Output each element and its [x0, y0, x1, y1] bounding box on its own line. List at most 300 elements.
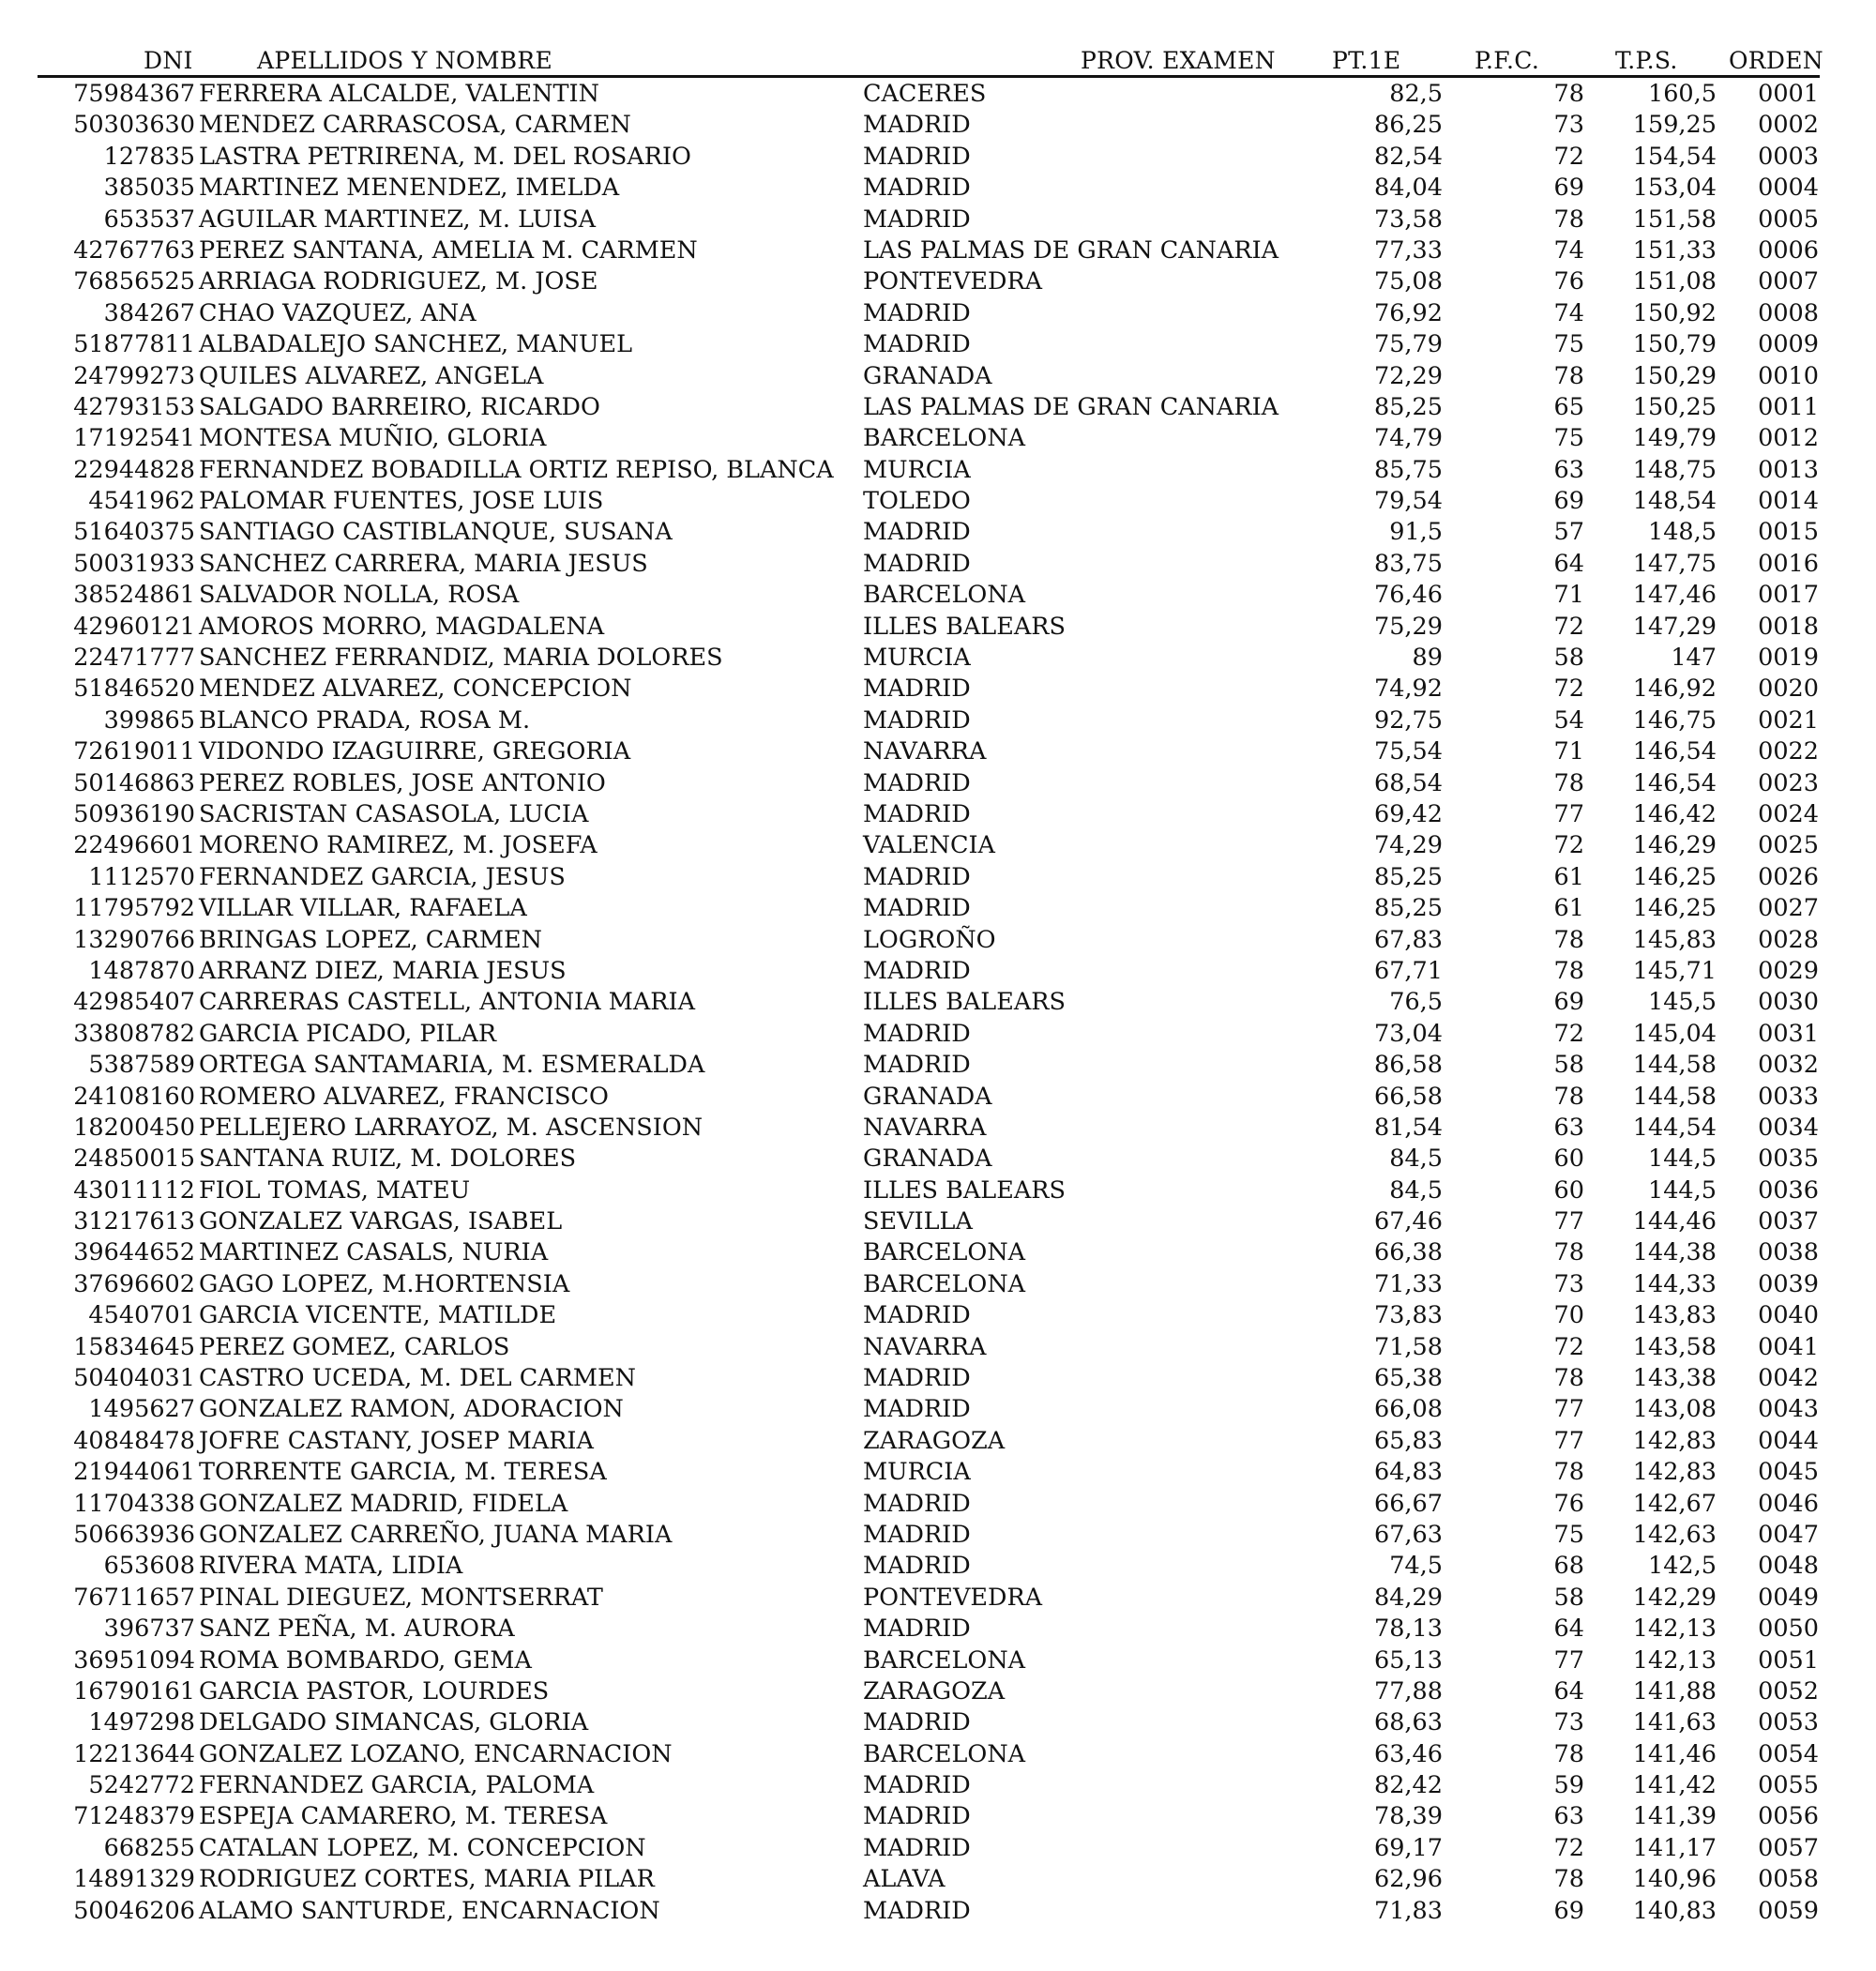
- cell-pfc: 74: [1553, 235, 1584, 265]
- cell-tps: 141,88: [1632, 1676, 1717, 1706]
- cell-orden: 0029: [1758, 956, 1819, 985]
- cell-pt1e: 91,5: [1389, 518, 1443, 547]
- cell-name: TORRENTE GARCIA, M. TERESA: [199, 1458, 607, 1487]
- cell-dni: 13290766: [73, 925, 195, 954]
- cell-orden: 0037: [1758, 1207, 1819, 1236]
- cell-pt1e: 86,25: [1373, 111, 1443, 140]
- cell-pfc: 77: [1553, 1426, 1584, 1455]
- cell-prov: MADRID: [863, 298, 971, 327]
- cell-name: FERNANDEZ BOBADILLA ORTIZ REPISO, BLANCA: [199, 455, 834, 484]
- cell-orden: 0045: [1758, 1458, 1819, 1487]
- cell-pfc: 61: [1553, 862, 1584, 891]
- table-row: [38, 1645, 1820, 1676]
- cell-pfc: 78: [1553, 1739, 1584, 1768]
- cell-dni: 1497298: [88, 1708, 195, 1737]
- cell-prov: GRANADA: [863, 1145, 992, 1174]
- cell-dni: 42767763: [73, 235, 195, 265]
- cell-prov: MURCIA: [863, 1458, 971, 1487]
- cell-pfc: 58: [1553, 644, 1584, 673]
- cell-orden: 0024: [1758, 799, 1819, 828]
- cell-prov: MADRID: [863, 330, 971, 359]
- table-row: [38, 1707, 1820, 1738]
- cell-pfc: 72: [1553, 1019, 1584, 1048]
- cell-prov: MADRID: [863, 956, 971, 985]
- cell-name: BRINGAS LOPEZ, CARMEN: [199, 925, 542, 954]
- cell-tps: 150,29: [1632, 361, 1717, 390]
- cell-pfc: 78: [1553, 768, 1584, 797]
- table-row: [38, 266, 1820, 297]
- cell-name: FIOL TOMAS, MATEU: [199, 1175, 471, 1205]
- header-tps: T.P.S.: [1615, 47, 1678, 74]
- cell-prov: MADRID: [863, 1708, 971, 1737]
- cell-name: ROMA BOMBARDO, GEMA: [199, 1645, 532, 1675]
- cell-pfc: 63: [1553, 1802, 1584, 1831]
- cell-pfc: 76: [1553, 1489, 1584, 1518]
- cell-pfc: 71: [1553, 581, 1584, 610]
- table-row: [38, 1489, 1820, 1520]
- table-row: [38, 1175, 1820, 1206]
- table-row: [38, 205, 1820, 235]
- cell-pfc: 78: [1553, 1865, 1584, 1894]
- header-orden: ORDEN: [1729, 47, 1823, 74]
- cell-dni: 11795792: [73, 894, 195, 923]
- cell-pt1e: 64,83: [1373, 1458, 1443, 1487]
- cell-name: RIVERA MATA, LIDIA: [199, 1552, 463, 1581]
- cell-name: SANTANA RUIZ, M. DOLORES: [199, 1145, 577, 1174]
- cell-orden: 0009: [1758, 330, 1819, 359]
- table-row: [38, 1332, 1820, 1363]
- cell-dni: 5242772: [88, 1771, 195, 1800]
- cell-dni: 24799273: [73, 361, 195, 390]
- cell-pt1e: 75,54: [1373, 737, 1443, 766]
- header-name: APELLIDOS Y NOMBRE: [257, 47, 553, 74]
- cell-pfc: 72: [1553, 675, 1584, 704]
- cell-orden: 0003: [1758, 142, 1819, 171]
- table-row: [38, 1833, 1820, 1864]
- cell-tps: 141,17: [1632, 1833, 1717, 1862]
- header-pfc: P.F.C.: [1475, 47, 1540, 74]
- table-row: [38, 1426, 1820, 1457]
- cell-orden: 0026: [1758, 862, 1819, 891]
- cell-pt1e: 74,5: [1389, 1552, 1443, 1581]
- cell-name: SANCHEZ FERRANDIZ, MARIA DOLORES: [199, 644, 723, 673]
- table-row: [38, 799, 1820, 830]
- cell-pt1e: 71,58: [1373, 1332, 1443, 1361]
- cell-orden: 0048: [1758, 1552, 1819, 1581]
- cell-dni: 396737: [103, 1615, 195, 1644]
- cell-name: VIDONDO IZAGUIRRE, GREGORIA: [199, 737, 631, 766]
- table-row: [38, 1113, 1820, 1144]
- table-row: [38, 1363, 1820, 1394]
- cell-prov: MADRID: [863, 768, 971, 797]
- cell-pfc: 72: [1553, 142, 1584, 171]
- table-row: [38, 1676, 1820, 1707]
- cell-name: PALOMAR FUENTES, JOSE LUIS: [199, 487, 604, 516]
- cell-name: ALBADALEJO SANCHEZ, MANUEL: [199, 330, 633, 359]
- cell-prov: MADRID: [863, 549, 971, 578]
- cell-prov: MADRID: [863, 174, 971, 203]
- cell-tps: 140,83: [1632, 1896, 1717, 1925]
- cell-prov: ILLES BALEARS: [863, 988, 1066, 1017]
- cell-prov: MADRID: [863, 799, 971, 828]
- cell-dni: 50404031: [73, 1364, 195, 1393]
- cell-pt1e: 77,88: [1373, 1676, 1443, 1706]
- cell-name: MENDEZ CARRASCOSA, CARMEN: [199, 111, 631, 140]
- cell-orden: 0046: [1758, 1489, 1819, 1518]
- cell-tps: 141,39: [1632, 1802, 1717, 1831]
- cell-tps: 160,5: [1647, 80, 1717, 108]
- cell-dni: 24108160: [73, 1082, 195, 1111]
- cell-pt1e: 76,92: [1373, 298, 1443, 327]
- cell-pfc: 70: [1553, 1301, 1584, 1330]
- table-row: [38, 580, 1820, 611]
- cell-name: MENDEZ ALVAREZ, CONCEPCION: [199, 675, 632, 704]
- cell-orden: 0054: [1758, 1739, 1819, 1768]
- cell-orden: 0017: [1758, 581, 1819, 610]
- table-row: [38, 1206, 1820, 1237]
- cell-prov: PONTEVEDRA: [863, 267, 1043, 296]
- cell-pt1e: 76,46: [1373, 581, 1443, 610]
- cell-name: FERNANDEZ GARCIA, JESUS: [199, 862, 566, 891]
- cell-dni: 40848478: [73, 1426, 195, 1455]
- cell-pfc: 65: [1553, 392, 1584, 421]
- cell-prov: PONTEVEDRA: [863, 1583, 1043, 1612]
- cell-pt1e: 73,83: [1373, 1301, 1443, 1330]
- cell-orden: 0036: [1758, 1175, 1819, 1205]
- cell-name: PEREZ SANTANA, AMELIA M. CARMEN: [199, 235, 698, 265]
- cell-tps: 141,46: [1632, 1739, 1717, 1768]
- cell-tps: 146,29: [1632, 831, 1717, 860]
- cell-orden: 0043: [1758, 1395, 1819, 1424]
- cell-tps: 144,54: [1632, 1113, 1717, 1142]
- cell-prov: GRANADA: [863, 361, 992, 390]
- cell-tps: 148,54: [1632, 487, 1717, 516]
- cell-orden: 0010: [1758, 361, 1819, 390]
- table-row: [38, 298, 1820, 329]
- table-row: [38, 392, 1820, 423]
- cell-tps: 141,63: [1632, 1708, 1717, 1737]
- cell-pfc: 75: [1553, 424, 1584, 453]
- table-row: [38, 643, 1820, 674]
- cell-prov: ILLES BALEARS: [863, 1175, 1066, 1205]
- cell-tps: 146,75: [1632, 705, 1717, 735]
- cell-pt1e: 68,54: [1373, 768, 1443, 797]
- cell-name: RODRIGUEZ CORTES, MARIA PILAR: [199, 1865, 655, 1894]
- cell-tps: 141,42: [1632, 1771, 1717, 1800]
- cell-dni: 71248379: [73, 1802, 195, 1831]
- cell-name: BLANCO PRADA, ROSA M.: [199, 705, 531, 735]
- cell-tps: 144,5: [1647, 1145, 1717, 1174]
- cell-prov: MADRID: [863, 1552, 971, 1581]
- cell-dni: 42985407: [73, 988, 195, 1017]
- cell-pt1e: 74,92: [1373, 675, 1443, 704]
- cell-pt1e: 73,58: [1373, 205, 1443, 234]
- cell-pfc: 78: [1553, 956, 1584, 985]
- cell-name: SANCHEZ CARRERA, MARIA JESUS: [199, 549, 648, 578]
- cell-prov: MADRID: [863, 1615, 971, 1644]
- cell-prov: MADRID: [863, 862, 971, 891]
- cell-orden: 0007: [1758, 267, 1819, 296]
- cell-pt1e: 67,63: [1373, 1520, 1443, 1549]
- cell-dni: 4541962: [88, 487, 195, 516]
- cell-orden: 0019: [1758, 644, 1819, 673]
- cell-pfc: 78: [1553, 1458, 1584, 1487]
- cell-pt1e: 84,5: [1389, 1175, 1443, 1205]
- table-row: [38, 1739, 1820, 1770]
- table-row: [38, 705, 1820, 736]
- cell-dni: 50663936: [73, 1520, 195, 1549]
- cell-tps: 142,13: [1632, 1645, 1717, 1675]
- cell-tps: 143,83: [1632, 1301, 1717, 1330]
- cell-dni: 50936190: [73, 799, 195, 828]
- cell-dni: 37696602: [73, 1269, 195, 1298]
- cell-pt1e: 86,58: [1373, 1051, 1443, 1080]
- table-row: [38, 235, 1820, 266]
- cell-name: CASTRO UCEDA, M. DEL CARMEN: [199, 1364, 636, 1393]
- cell-prov: BARCELONA: [863, 424, 1026, 453]
- cell-orden: 0042: [1758, 1364, 1819, 1393]
- cell-prov: MADRID: [863, 1395, 971, 1424]
- cell-tps: 146,92: [1632, 675, 1717, 704]
- cell-tps: 147,29: [1632, 612, 1717, 641]
- cell-pfc: 78: [1553, 1082, 1584, 1111]
- cell-tps: 150,79: [1632, 330, 1717, 359]
- cell-name: DELGADO SIMANCAS, GLORIA: [199, 1708, 589, 1737]
- cell-tps: 153,04: [1632, 174, 1717, 203]
- cell-pt1e: 82,42: [1373, 1771, 1443, 1800]
- cell-dni: 42960121: [73, 612, 195, 641]
- cell-pt1e: 66,67: [1373, 1489, 1443, 1518]
- cell-pfc: 77: [1553, 1645, 1584, 1675]
- cell-dni: 50046206: [73, 1896, 195, 1925]
- cell-pfc: 78: [1553, 1364, 1584, 1393]
- cell-pfc: 73: [1553, 1708, 1584, 1737]
- cell-pfc: 75: [1553, 330, 1584, 359]
- cell-orden: 0047: [1758, 1520, 1819, 1549]
- table-row: [38, 1614, 1820, 1645]
- cell-orden: 0040: [1758, 1301, 1819, 1330]
- cell-name: MARTINEZ MENENDEZ, IMELDA: [199, 174, 620, 203]
- cell-prov: ILLES BALEARS: [863, 612, 1066, 641]
- cell-prov: MADRID: [863, 205, 971, 234]
- cell-pfc: 68: [1553, 1552, 1584, 1581]
- cell-orden: 0033: [1758, 1082, 1819, 1111]
- cell-pt1e: 75,08: [1373, 267, 1443, 296]
- cell-orden: 0008: [1758, 298, 1819, 327]
- cell-orden: 0027: [1758, 894, 1819, 923]
- cell-pt1e: 76,5: [1389, 988, 1443, 1017]
- cell-pfc: 64: [1553, 1615, 1584, 1644]
- cell-tps: 147,75: [1632, 549, 1717, 578]
- cell-orden: 0051: [1758, 1645, 1819, 1675]
- cell-tps: 143,58: [1632, 1332, 1717, 1361]
- cell-dni: 17192541: [73, 424, 195, 453]
- cell-tps: 143,08: [1632, 1395, 1717, 1424]
- cell-name: ROMERO ALVAREZ, FRANCISCO: [199, 1082, 609, 1111]
- cell-pt1e: 63,46: [1373, 1739, 1443, 1768]
- cell-prov: BARCELONA: [863, 1739, 1026, 1768]
- table-row: [38, 486, 1820, 517]
- cell-name: GONZALEZ MADRID, FIDELA: [199, 1489, 568, 1518]
- cell-pt1e: 65,83: [1373, 1426, 1443, 1455]
- cell-tps: 147,46: [1632, 581, 1717, 610]
- cell-orden: 0049: [1758, 1583, 1819, 1612]
- cell-pt1e: 83,75: [1373, 549, 1443, 578]
- cell-dni: 399865: [103, 705, 195, 735]
- cell-pfc: 63: [1553, 455, 1584, 484]
- table-row: [38, 1896, 1820, 1927]
- cell-pt1e: 92,75: [1373, 705, 1443, 735]
- cell-pt1e: 89: [1412, 644, 1443, 673]
- cell-pfc: 72: [1553, 831, 1584, 860]
- cell-orden: 0028: [1758, 925, 1819, 954]
- cell-name: PINAL DIEGUEZ, MONTSERRAT: [199, 1583, 603, 1612]
- cell-dni: 653537: [103, 205, 195, 234]
- cell-pt1e: 69,42: [1373, 799, 1443, 828]
- cell-tps: 143,38: [1632, 1364, 1717, 1393]
- table-row: [38, 1583, 1820, 1614]
- cell-pt1e: 74,29: [1373, 831, 1443, 860]
- cell-name: ARRANZ DIEZ, MARIA JESUS: [199, 956, 567, 985]
- cell-pt1e: 85,25: [1373, 862, 1443, 891]
- cell-tps: 154,54: [1632, 142, 1717, 171]
- table-row: [38, 1457, 1820, 1488]
- cell-name: FERNANDEZ GARCIA, PALOMA: [199, 1771, 595, 1800]
- table-row: [38, 1269, 1820, 1300]
- table-row: [38, 549, 1820, 580]
- cell-pfc: 77: [1553, 799, 1584, 828]
- cell-pfc: 72: [1553, 1332, 1584, 1361]
- cell-name: QUILES ALVAREZ, ANGELA: [199, 361, 544, 390]
- cell-dni: 21944061: [73, 1458, 195, 1487]
- cell-name: JOFRE CASTANY, JOSEP MARIA: [199, 1426, 594, 1455]
- cell-name: CATALAN LOPEZ, M. CONCEPCION: [199, 1833, 646, 1862]
- cell-pfc: 73: [1553, 1269, 1584, 1298]
- cell-orden: 0035: [1758, 1145, 1819, 1174]
- cell-pfc: 59: [1553, 1771, 1584, 1800]
- cell-dni: 4540701: [88, 1301, 195, 1330]
- cell-prov: MADRID: [863, 675, 971, 704]
- cell-orden: 0032: [1758, 1051, 1819, 1080]
- cell-prov: SEVILLA: [863, 1207, 973, 1236]
- cell-orden: 0034: [1758, 1113, 1819, 1142]
- cell-prov: MADRID: [863, 518, 971, 547]
- cell-dni: 43011112: [73, 1175, 195, 1205]
- cell-pfc: 64: [1553, 549, 1584, 578]
- cell-pt1e: 84,5: [1389, 1145, 1443, 1174]
- cell-tps: 145,04: [1632, 1019, 1717, 1048]
- cell-tps: 142,13: [1632, 1615, 1717, 1644]
- cell-name: MARTINEZ CASALS, NURIA: [199, 1238, 549, 1267]
- cell-tps: 144,33: [1632, 1269, 1717, 1298]
- cell-prov: CACERES: [863, 80, 987, 108]
- cell-orden: 0022: [1758, 737, 1819, 766]
- cell-pt1e: 75,29: [1373, 612, 1443, 641]
- cell-pt1e: 82,5: [1389, 80, 1443, 108]
- cell-name: GAGO LOPEZ, M.HORTENSIA: [199, 1269, 570, 1298]
- cell-orden: 0050: [1758, 1615, 1819, 1644]
- cell-name: PELLEJERO LARRAYOZ, M. ASCENSION: [199, 1113, 704, 1142]
- cell-tps: 148,75: [1632, 455, 1717, 484]
- cell-tps: 148,5: [1647, 518, 1717, 547]
- cell-name: GONZALEZ LOZANO, ENCARNACION: [199, 1739, 673, 1768]
- cell-pt1e: 65,13: [1373, 1645, 1443, 1675]
- header-prov: PROV. EXAMEN: [1081, 47, 1276, 74]
- cell-prov: NAVARRA: [863, 1113, 987, 1142]
- cell-dni: 5387589: [88, 1051, 195, 1080]
- cell-prov: MURCIA: [863, 455, 971, 484]
- cell-pfc: 77: [1553, 1207, 1584, 1236]
- cell-orden: 0012: [1758, 424, 1819, 453]
- cell-pfc: 78: [1553, 1238, 1584, 1267]
- cell-orden: 0015: [1758, 518, 1819, 547]
- cell-name: MORENO RAMIREZ, M. JOSEFA: [199, 831, 598, 860]
- cell-pt1e: 84,29: [1373, 1583, 1443, 1612]
- cell-dni: 12213644: [73, 1739, 195, 1768]
- cell-name: AGUILAR MARTINEZ, M. LUISA: [199, 205, 597, 234]
- cell-name: SANZ PEÑA, M. AURORA: [199, 1615, 515, 1644]
- cell-pt1e: 71,33: [1373, 1269, 1443, 1298]
- cell-orden: 0023: [1758, 768, 1819, 797]
- cell-tps: 144,46: [1632, 1207, 1717, 1236]
- cell-prov: MADRID: [863, 142, 971, 171]
- cell-orden: 0013: [1758, 455, 1819, 484]
- cell-orden: 0014: [1758, 487, 1819, 516]
- cell-pfc: 78: [1553, 925, 1584, 954]
- cell-orden: 0021: [1758, 705, 1819, 735]
- cell-orden: 0053: [1758, 1708, 1819, 1737]
- cell-dni: 42793153: [73, 392, 195, 421]
- cell-dni: 76856525: [73, 267, 195, 296]
- table-row: [38, 455, 1820, 486]
- cell-tps: 142,83: [1632, 1458, 1717, 1487]
- cell-dni: 15834645: [73, 1332, 195, 1361]
- cell-orden: 0016: [1758, 549, 1819, 578]
- cell-pt1e: 67,46: [1373, 1207, 1443, 1236]
- cell-orden: 0039: [1758, 1269, 1819, 1298]
- cell-prov: LAS PALMAS DE GRAN CANARIA: [863, 235, 1279, 265]
- cell-pfc: 61: [1553, 894, 1584, 923]
- cell-orden: 0001: [1758, 80, 1819, 108]
- cell-pfc: 58: [1553, 1583, 1584, 1612]
- cell-pfc: 60: [1553, 1175, 1584, 1205]
- cell-pfc: 54: [1553, 705, 1584, 735]
- cell-pt1e: 68,63: [1373, 1708, 1443, 1737]
- cell-dni: 51846520: [73, 675, 195, 704]
- cell-pt1e: 67,71: [1373, 956, 1443, 985]
- cell-name: SALVADOR NOLLA, ROSA: [199, 581, 520, 610]
- cell-pt1e: 85,75: [1373, 455, 1443, 484]
- table-row: [38, 1082, 1820, 1113]
- cell-pt1e: 65,38: [1373, 1364, 1443, 1393]
- cell-prov: NAVARRA: [863, 737, 987, 766]
- cell-pt1e: 66,58: [1373, 1082, 1443, 1111]
- cell-prov: ZARAGOZA: [863, 1676, 1006, 1706]
- table-row: [38, 1237, 1820, 1268]
- cell-name: GONZALEZ VARGAS, ISABEL: [199, 1207, 563, 1236]
- cell-pfc: 57: [1553, 518, 1584, 547]
- cell-tps: 144,58: [1632, 1082, 1717, 1111]
- table-row: [38, 517, 1820, 548]
- cell-prov: ZARAGOZA: [863, 1426, 1006, 1455]
- table-row: [38, 1801, 1820, 1832]
- table-row: [38, 956, 1820, 987]
- cell-dni: 33808782: [73, 1019, 195, 1048]
- cell-orden: 0057: [1758, 1833, 1819, 1862]
- cell-orden: 0052: [1758, 1676, 1819, 1706]
- cell-orden: 0004: [1758, 174, 1819, 203]
- cell-orden: 0030: [1758, 988, 1819, 1017]
